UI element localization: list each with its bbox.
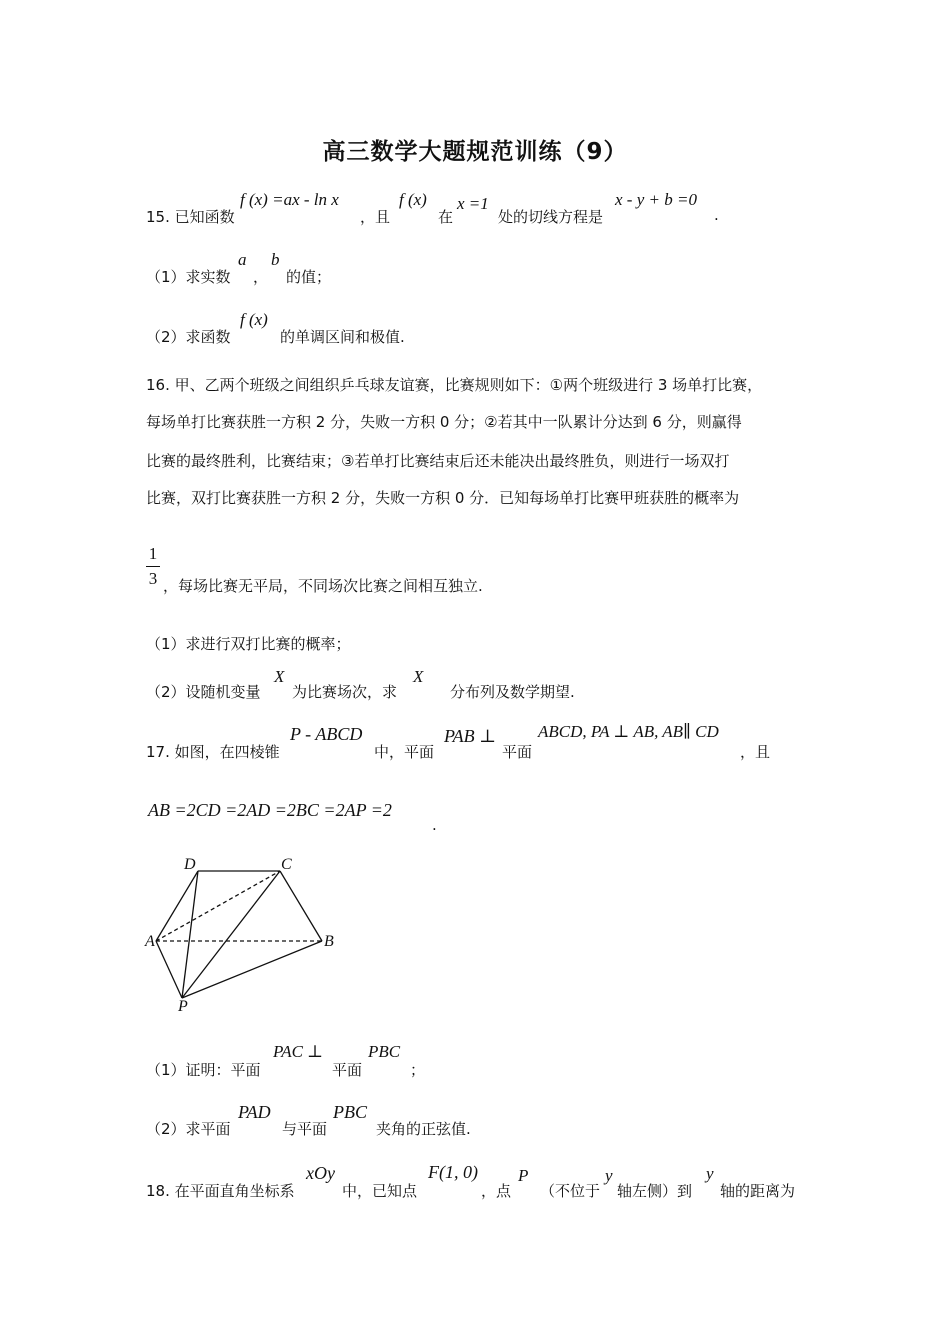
q16-text: 分布列及数学期望. [450, 683, 575, 701]
q18-var-y: y [605, 1166, 613, 1185]
q16-line: 比赛的最终胜利，比赛结束；③若单打比赛结束后还未能决出最终胜负，则进行一场双打 [146, 452, 730, 470]
q18-text: ，点 [481, 1182, 512, 1200]
q18-text: 18. 在平面直角坐标系 [146, 1182, 295, 1200]
q17-text: 夹角的正弦值. [376, 1120, 471, 1138]
vertex-label-B: B [324, 933, 334, 950]
q15-text: 15. 已知函数 [146, 208, 235, 226]
q17-formula-plane: PAB ⊥ [444, 726, 497, 746]
q17-text: . [432, 816, 437, 834]
vertex-label-C: C [281, 856, 292, 873]
q18-var-P: P [518, 1166, 529, 1185]
q15-text: ， [253, 268, 269, 286]
q15-text: 的值； [286, 268, 332, 286]
fraction-bar [146, 566, 160, 567]
q15-var-b: b [271, 250, 280, 269]
fraction-one-third [146, 544, 160, 589]
q17-text: ； [410, 1061, 426, 1079]
q16-line: 每场单打比赛获胜一方积 2 分，失败一方积 0 分；②若其中一队累计分达到 6 分，则赢得 [146, 413, 742, 431]
q16-text: 为比赛场次，求 [292, 683, 398, 701]
q16-var-X: X [413, 667, 424, 686]
edge-CP [182, 871, 280, 998]
vertex-label-P: P [178, 998, 188, 1015]
edge-CB [280, 871, 322, 941]
q16-line: 16. 甲、乙两个班级之间组织乒乓球友谊赛，比赛规则如下：①两个班级进行 3 场单打比赛， [146, 376, 763, 394]
edge-BP [182, 941, 322, 998]
q17-formula-PAC: PAC ⊥ [273, 1042, 324, 1061]
q18-text: 轴左侧）到 [617, 1182, 693, 1200]
q17-text: 与平面 [282, 1120, 328, 1138]
q16-line: 比赛，双打比赛获胜一方积 2 分，失败一方积 0 分．已知每场单打比赛甲班获胜的概率为 [146, 489, 740, 507]
q17-part2: （2）求平面 [146, 1120, 231, 1138]
q18-formula-F: F(1, 0) [428, 1162, 478, 1182]
q17-formula-conditions: ABCD, PA ⊥ AB, AB∥ CD [538, 722, 719, 741]
q16-part2: （2）设随机变量 [146, 683, 261, 701]
edge-AP [156, 941, 182, 998]
q16-var-X: X [274, 667, 285, 686]
q17-text: 中，平面 [374, 743, 435, 761]
page-title: 高三数学大题规范训练（9） [322, 139, 628, 165]
q16-line: ，每场比赛无平局，不同场次比赛之间相互独立. [163, 577, 483, 595]
q15-part2: （2）求函数 [146, 328, 231, 346]
q17-text: ，且 [740, 743, 771, 761]
q18-text: 轴的距离为 [720, 1182, 796, 1200]
pyramid-figure [140, 850, 350, 1020]
vertex-label-A: A [145, 933, 155, 950]
q15-text: 处的切线方程是 [498, 208, 604, 226]
q18-formula-xOy: xOy [306, 1163, 335, 1183]
q15-formula-fx: f (x) [399, 190, 427, 209]
q15-formula-f: f (x) =ax - ln x [240, 190, 339, 209]
q15-text: . [714, 206, 719, 224]
edge-DP [182, 871, 198, 998]
q15-var-a: a [238, 250, 247, 269]
q15-part1: （1）求实数 [146, 268, 231, 286]
q17-text: 平面 [502, 743, 533, 761]
q15-formula-x1: x =1 [457, 194, 489, 213]
q15-formula-fx: f (x) [240, 310, 268, 329]
q16-part1: （1）求进行双打比赛的概率； [146, 635, 351, 653]
edge-DA [156, 871, 198, 941]
q17-formula-lengths: AB =2CD =2AD =2BC =2AP =2 [148, 800, 392, 820]
fraction-numerator: 1 [148, 544, 158, 563]
fraction-denominator: 3 [148, 569, 158, 588]
q18-text: （不位于 [540, 1182, 601, 1200]
q17-text: 17. 如图，在四棱锥 [146, 743, 280, 761]
q15-text: ，且 [360, 208, 391, 226]
vertex-label-D: D [184, 856, 196, 873]
edge-AC-hidden [156, 871, 280, 941]
q17-text: 平面 [332, 1061, 363, 1079]
q17-formula-PAD: PAD [238, 1102, 271, 1122]
q15-text: 在 [438, 208, 454, 226]
q17-formula-PBC: PBC [333, 1102, 367, 1122]
q15-formula-tangent: x - y + b =0 [615, 190, 697, 209]
q15-text: 的单调区间和极值. [280, 328, 405, 346]
q18-text: 中，已知点 [342, 1182, 418, 1200]
q17-formula-PBC: PBC [368, 1042, 401, 1061]
q17-formula-pyramid: P - ABCD [290, 724, 363, 744]
q17-part1: （1）证明：平面 [146, 1061, 261, 1079]
q18-var-y: y [706, 1164, 714, 1183]
